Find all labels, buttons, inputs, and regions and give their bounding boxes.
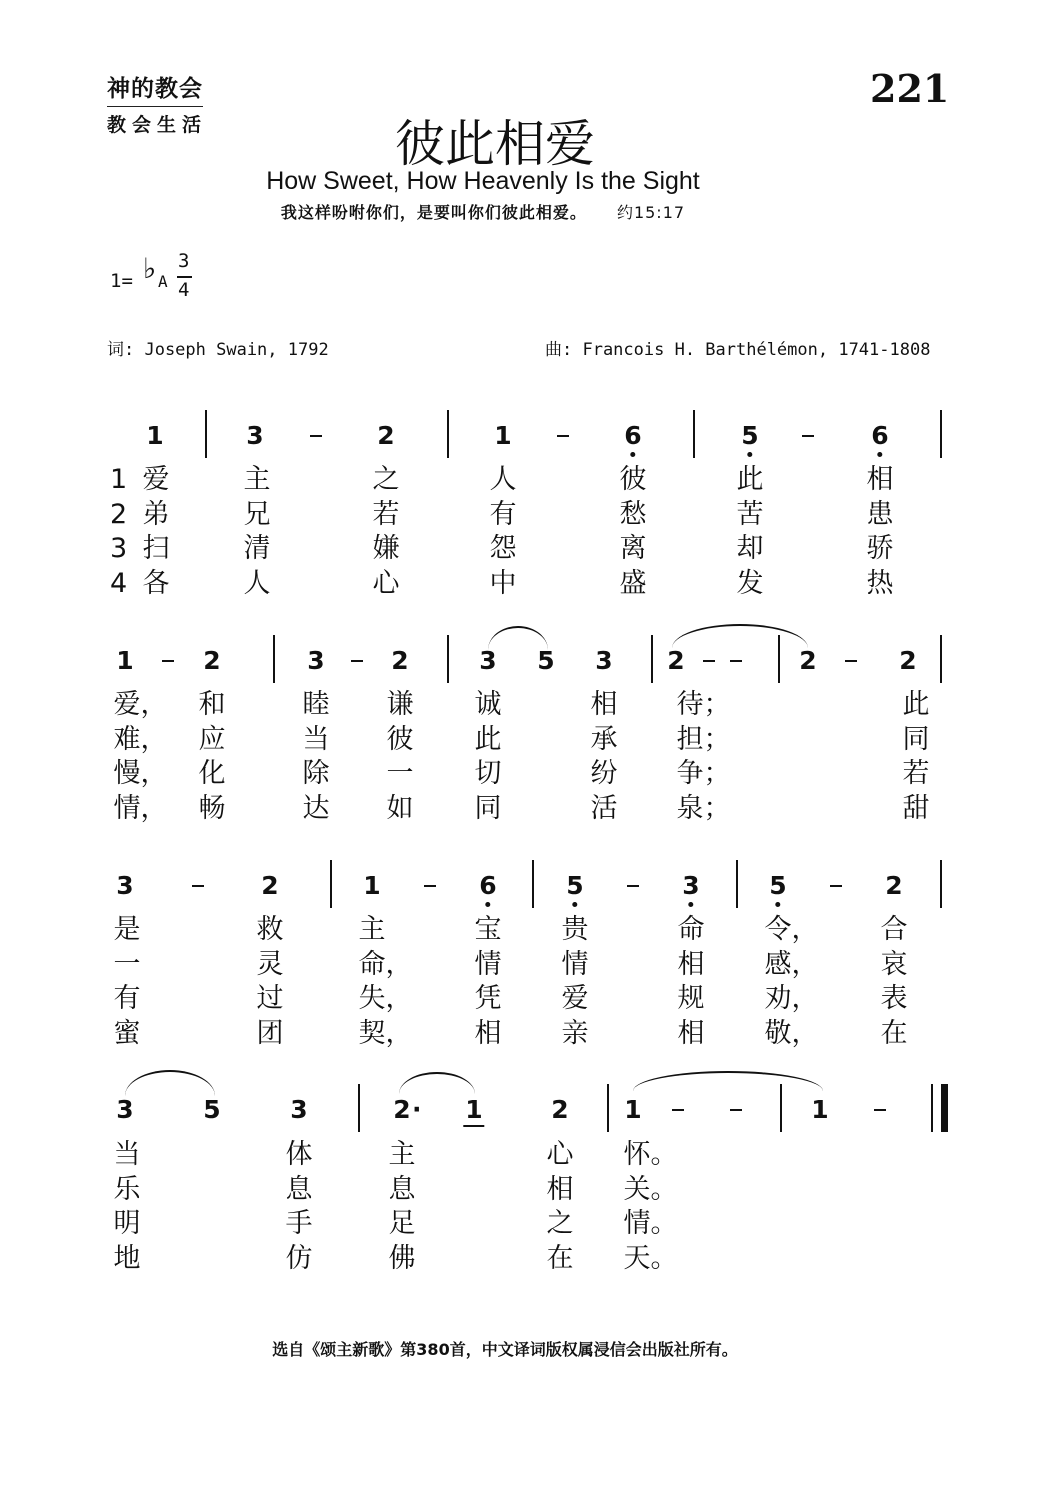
lyric-syllable: 各	[142, 567, 170, 599]
note: 2	[799, 646, 817, 675]
lyric-syllable: 之	[546, 1208, 574, 1239]
note: 2	[667, 646, 685, 675]
slur-tie	[672, 624, 808, 648]
lyric-syllable: 怨	[489, 533, 517, 564]
note: 1	[146, 421, 164, 450]
lyric-syllable: 失，	[358, 983, 413, 1014]
note: 3	[479, 646, 497, 675]
lyric-syllable: 宝	[474, 914, 502, 945]
lyric-syllable: 化	[198, 758, 226, 789]
lyric-syllable: 佛	[388, 1242, 416, 1274]
note: 3	[595, 646, 613, 675]
lyric-syllable: 主	[388, 1139, 416, 1170]
note: 3	[246, 421, 264, 450]
dash-extension	[424, 885, 436, 887]
note: 5	[741, 421, 759, 450]
lyric-syllable: 一	[386, 758, 414, 789]
note: 3	[116, 1095, 134, 1124]
lyric-syllable: 亲	[561, 1017, 589, 1049]
lyric-syllable: 一	[113, 948, 141, 980]
lyric-syllable: 敬，	[764, 1017, 819, 1049]
hymn-title-english: How Sweet, How Heavenly Is the Sight	[266, 167, 700, 195]
dash-extension	[557, 435, 569, 437]
scripture-reference: 约15:17	[616, 203, 686, 222]
slur-tie	[488, 626, 548, 650]
lyric-syllable: 是	[113, 914, 141, 945]
lyric-syllable: 却	[736, 533, 764, 564]
augmentation-dot: ·	[412, 1095, 422, 1124]
scripture-verse	[0, 200, 966, 223]
lyric-syllable: 有	[113, 983, 141, 1014]
note: 1	[811, 1095, 829, 1124]
lyric-syllable: 团	[256, 1017, 284, 1049]
lyric-syllable: 相	[546, 1173, 574, 1205]
lyric-syllable: 同	[902, 723, 930, 755]
lyric-syllable: 足	[388, 1208, 416, 1239]
lyric-syllable: 爱	[561, 983, 589, 1014]
dash-extension	[351, 660, 363, 662]
dash-extension	[802, 435, 814, 437]
time-signature-denominator: 4	[178, 279, 190, 301]
lyric-syllable: 仿	[285, 1242, 313, 1274]
lyric-syllable: 救	[256, 914, 284, 945]
dash-extension	[627, 885, 639, 887]
lyric-syllable: 达	[302, 792, 330, 824]
lyric-syllable: 主	[243, 464, 271, 495]
key-prefix: 1=	[110, 270, 133, 292]
lyric-syllable: 若	[902, 758, 930, 789]
verse-number: 2	[110, 498, 128, 530]
lyric-syllable: 争；	[676, 758, 731, 789]
lyric-syllable: 有	[489, 498, 517, 530]
lyric-syllable: 哀	[880, 948, 908, 980]
lyric-syllable: 贵	[561, 914, 589, 945]
lyric-syllable: 息	[285, 1173, 313, 1205]
lyric-syllable: 嫌	[372, 533, 400, 564]
lyric-syllable: 应	[198, 723, 226, 755]
lyric-syllable: 相	[866, 464, 894, 495]
note: 2	[203, 646, 221, 675]
barline	[940, 410, 942, 458]
lyric-syllable: 相	[677, 948, 705, 980]
barline	[358, 1084, 360, 1132]
final-barline	[931, 1084, 941, 1132]
lyric-syllable: 怀。	[623, 1139, 678, 1170]
subcategory-label: 教会生活	[107, 114, 208, 136]
lyric-syllable: 骄	[866, 533, 894, 564]
lyric-syllable: 关。	[623, 1173, 678, 1205]
verse-number: 4	[110, 567, 128, 599]
lyric-syllable: 蜜	[113, 1017, 141, 1049]
lyric-syllable: 承	[590, 723, 618, 755]
lyric-syllable: 和	[198, 689, 226, 720]
category-label: 神的教会	[107, 70, 203, 107]
lyric-syllable: 扫	[142, 533, 170, 564]
note: 2	[391, 646, 409, 675]
lyric-syllable: 命，	[358, 948, 413, 980]
dash-extension	[730, 660, 742, 662]
lyric-syllable: 热	[866, 567, 894, 599]
lyric-syllable: 情，	[113, 792, 168, 824]
note: 3	[682, 871, 700, 900]
note: 2	[899, 646, 917, 675]
lyric-syllable: 感，	[764, 948, 819, 980]
lyric-syllable: 睦	[302, 689, 330, 720]
lyric-syllable: 人	[489, 464, 517, 495]
dash-extension	[162, 660, 174, 662]
note: 3	[116, 871, 134, 900]
lyric-syllable: 清	[243, 533, 271, 564]
lyric-syllable: 手	[285, 1208, 313, 1239]
dash-extension	[672, 1109, 684, 1111]
hymn-title-chinese: 彼此相爱	[395, 115, 595, 173]
lyric-syllable: 相	[474, 1017, 502, 1049]
verse-number: 1	[110, 464, 128, 495]
lyric-syllable: 人	[243, 567, 271, 599]
barline	[940, 860, 942, 908]
barline	[532, 860, 534, 908]
time-signature-line	[177, 276, 192, 278]
barline	[940, 635, 942, 683]
lyric-syllable: 同	[474, 792, 502, 824]
lyric-syllable: 相	[677, 1017, 705, 1049]
note: 1	[494, 421, 512, 450]
lyric-syllable: 规	[677, 983, 705, 1014]
slur-tie	[399, 1072, 475, 1094]
note: 1	[116, 646, 134, 675]
lyric-syllable: 此	[902, 689, 930, 720]
note: 2	[393, 1095, 411, 1124]
note: 2	[261, 871, 279, 900]
lyric-syllable: 乐	[113, 1173, 141, 1205]
dash-extension	[703, 660, 715, 662]
hymn-number: 221	[870, 66, 950, 111]
note: 1	[363, 871, 381, 900]
lyric-syllable: 待；	[676, 689, 731, 720]
lyric-syllable: 担；	[676, 723, 731, 755]
dash-extension	[310, 435, 322, 437]
barline	[736, 860, 738, 908]
note: 6	[624, 421, 642, 450]
lyric-syllable: 之	[372, 464, 400, 495]
barline	[651, 635, 653, 683]
flat-sign: ♭	[143, 252, 157, 285]
lyric-syllable: 在	[546, 1242, 574, 1274]
lyric-syllable: 诚	[474, 689, 502, 720]
barline	[693, 410, 695, 458]
lyric-syllable: 切	[474, 758, 502, 789]
barline	[780, 1084, 782, 1132]
lyric-syllable: 灵	[256, 948, 284, 980]
lyric-syllable: 命	[677, 914, 705, 945]
lyric-syllable: 弟	[142, 498, 170, 530]
lyric-syllable: 过	[256, 983, 284, 1014]
lyric-syllable: 离	[619, 533, 647, 564]
barline	[447, 635, 449, 683]
lyricist-credit: 词: Joseph Swain, 1792	[107, 340, 329, 360]
lyric-syllable: 甜	[902, 792, 930, 824]
lyric-syllable: 心	[372, 567, 400, 599]
lyric-syllable: 中	[489, 567, 517, 599]
barline	[330, 860, 332, 908]
key-note: A	[158, 272, 168, 291]
lyric-syllable: 凭	[474, 983, 502, 1014]
composer-credit: 曲: Francois H. Barthélémon, 1741-1808	[545, 340, 931, 360]
note: 6	[871, 421, 889, 450]
note: 1	[465, 1095, 483, 1124]
lyric-syllable: 情	[561, 948, 589, 980]
lyric-syllable: 慢，	[113, 758, 168, 789]
lyric-syllable: 天。	[623, 1242, 678, 1274]
lyric-syllable: 盛	[619, 567, 647, 599]
scripture-text: 我这样吩咐你们，是要叫你们彼此相爱。	[280, 203, 587, 222]
lyric-syllable: 爱，	[113, 689, 168, 720]
lyric-syllable: 体	[285, 1139, 313, 1170]
note: 5	[566, 871, 584, 900]
note: 5	[769, 871, 787, 900]
lyric-syllable: 情	[474, 948, 502, 980]
barline	[447, 410, 449, 458]
time-signature-numerator: 3	[178, 250, 190, 272]
lyric-syllable: 当	[113, 1139, 141, 1170]
lyric-syllable: 令，	[764, 914, 819, 945]
dash-extension	[730, 1109, 742, 1111]
lyric-syllable: 纷	[590, 758, 618, 789]
dash-extension	[845, 660, 857, 662]
dash-extension	[874, 1109, 886, 1111]
note: 2	[885, 871, 903, 900]
lyric-syllable: 畅	[198, 792, 226, 824]
lyric-syllable: 彼	[386, 723, 414, 755]
lyric-syllable: 活	[590, 792, 618, 824]
lyric-syllable: 地	[113, 1242, 141, 1274]
note: 6	[479, 871, 497, 900]
lyric-syllable: 相	[590, 689, 618, 720]
lyric-syllable: 此	[736, 464, 764, 495]
lyric-syllable: 劝，	[764, 983, 819, 1014]
lyric-syllable: 表	[880, 983, 908, 1014]
lyric-syllable: 明	[113, 1208, 141, 1239]
verse-number: 3	[110, 533, 128, 564]
lyric-syllable: 苦	[736, 498, 764, 530]
barline	[273, 635, 275, 683]
lyric-syllable: 除	[302, 758, 330, 789]
lyric-syllable: 兄	[243, 498, 271, 530]
copyright-footer: 选自《颂主新歌》第380首，中文译词版权属浸信会出版社所有。	[272, 1340, 738, 1359]
note: 2	[551, 1095, 569, 1124]
lyric-syllable: 此	[474, 723, 502, 755]
note: 3	[290, 1095, 308, 1124]
barline	[607, 1084, 609, 1132]
lyric-syllable: 如	[386, 792, 414, 824]
barline	[205, 410, 207, 458]
lyric-syllable: 在	[880, 1017, 908, 1049]
lyric-syllable: 爱	[142, 464, 170, 495]
note: 5	[537, 646, 555, 675]
lyric-syllable: 发	[736, 567, 764, 599]
lyric-syllable: 泉；	[676, 792, 731, 824]
lyric-syllable: 患	[866, 498, 894, 530]
lyric-syllable: 当	[302, 723, 330, 755]
lyric-syllable: 谦	[386, 689, 414, 720]
lyric-syllable: 主	[358, 914, 386, 945]
lyric-syllable: 契，	[358, 1017, 413, 1049]
lyric-syllable: 合	[880, 914, 908, 945]
lyric-syllable: 愁	[619, 498, 647, 530]
lyric-syllable: 情。	[623, 1208, 678, 1239]
lyric-syllable: 若	[372, 498, 400, 530]
note: 5	[203, 1095, 221, 1124]
slur-tie	[633, 1071, 823, 1091]
lyric-syllable: 息	[388, 1173, 416, 1205]
dash-extension	[830, 885, 842, 887]
note: 2	[377, 421, 395, 450]
lyric-syllable: 彼	[619, 464, 647, 495]
lyric-syllable: 心	[546, 1139, 574, 1170]
slur-tie	[125, 1070, 215, 1096]
lyric-syllable: 难，	[113, 723, 168, 755]
note: 1	[624, 1095, 642, 1124]
dash-extension	[192, 885, 204, 887]
note: 3	[307, 646, 325, 675]
